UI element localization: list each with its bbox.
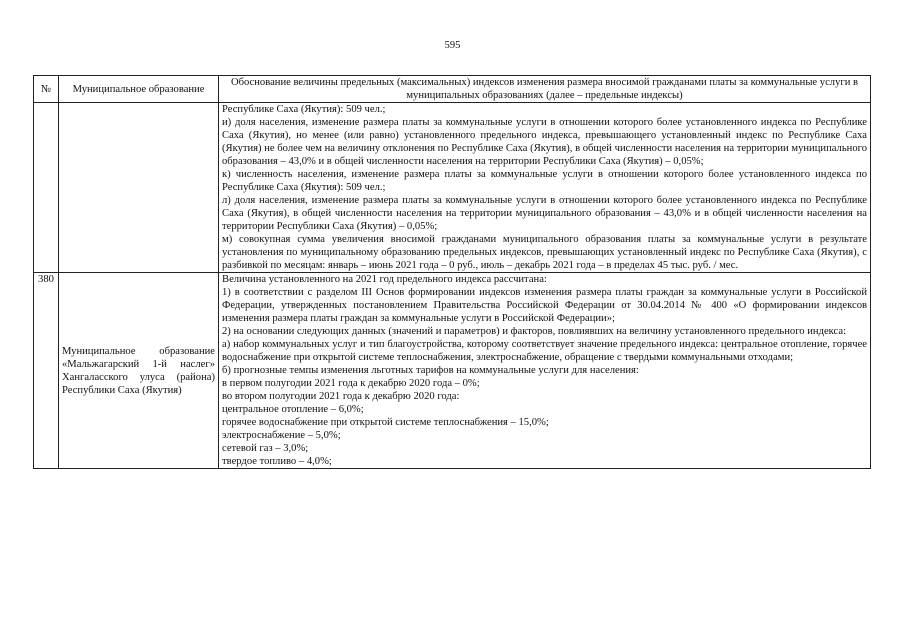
row-number bbox=[34, 103, 59, 273]
row-municipality bbox=[59, 103, 219, 273]
indices-table bbox=[33, 75, 871, 469]
paragraph: Республике Саха (Якутия): 509 чел.; bbox=[222, 104, 386, 115]
paragraph: и) доля населения, изменение размера платы за коммунальные услуги в отношении которого более установленного индекса по Республике Саха (Якутия), но менее (или равно) установленного предельного индекса, превышающего установленный индекс по Республике Саха (Якутия) не более чем на величину отклонения по Республике Саха (Якутия), в общей численности населения на территории муниципального образования – 43,0% и в общей численности населения на территории Республики Саха (Якутия) – 0,05%; bbox=[222, 117, 867, 167]
paragraph: б) прогнозные темпы изменения льготных тарифов на коммунальные услуги для населения: bbox=[222, 365, 639, 376]
paragraph: Величина установленного на 2021 год предельного индекса рассчитана: bbox=[222, 274, 547, 285]
paragraph: электроснабжение – 5,0%; bbox=[222, 430, 341, 441]
paragraph: во втором полугодии 2021 года к декабрю 2020 года: bbox=[222, 391, 460, 402]
paragraph: горячее водоснабжение при открытой системе теплоснабжения – 15,0%; bbox=[222, 417, 549, 428]
paragraph: л) доля населения, изменение размера платы за коммунальные услуги в отношении которого более установленного индекса по Республике Саха (Якутия), в общей численности населения на территории муниципального образования – 43,0% и в общей численности населения на территории Республики Саха (Якутия) – 0,05%; bbox=[222, 195, 867, 232]
header-justification: Обоснование величины предельных (максимальных) индексов изменения размера вносимой гражданами платы за коммунальные услуги в муниципальных образованиях (далее – предельные индексы) bbox=[219, 76, 871, 103]
page-number: 595 bbox=[444, 40, 461, 51]
table-row bbox=[34, 273, 871, 469]
row-justification bbox=[219, 273, 871, 469]
row-justification bbox=[219, 103, 871, 273]
paragraph: твердое топливо – 4,0%; bbox=[222, 456, 332, 467]
paragraph: 1) в соответствии с разделом III Основ формировании индексов изменения размера платы граждан за коммунальные услуги в Российской Федерации, утвержденных постановлением Правительства Российской Федерации от 30.04.2014 № 400 «О формировании индексов изменения размера платы граждан за коммунальные услуги в Российской Федерации»; bbox=[222, 287, 867, 324]
row-municipality: Муниципальное образование «Мальжагарский 1-й наслег» Хангаласского улуса (района) Республики Саха (Якутия) bbox=[59, 273, 219, 469]
header-municipality: Муниципальное образование bbox=[59, 76, 219, 103]
paragraph: к) численность населения, изменение размера платы за коммунальные услуги в отношении которого более установленного индекса по Республике Саха (Якутия): 509 чел.; bbox=[222, 169, 867, 193]
paragraph: а) набор коммунальных услуг и тип благоустройства, которому соответствует значение предельного индекса: центральное отопление, горячее водоснабжение при открытой системе теплоснабжения, электроснабжение, обращение с твердыми коммунальными отходами; bbox=[222, 339, 867, 363]
paragraph: м) совокупная сумма увеличения вносимой гражданами муниципального образования платы за коммунальные услуги в результате установления по муниципальному образованию предельных индексов, превышающих установленный индекс по Республике Саха (Якутия), с разбивкой по месяцам: январь – июнь 2021 года – 0 руб., июль – декабрь 2021 года – в пределах 45 тыс. руб. / мес. bbox=[222, 234, 867, 271]
row-number: 380 bbox=[34, 273, 59, 469]
paragraph: сетевой газ – 3,0%; bbox=[222, 443, 309, 454]
table-header-row bbox=[34, 76, 871, 103]
paragraph: центральное отопление – 6,0%; bbox=[222, 404, 364, 415]
table-row bbox=[34, 103, 871, 273]
paragraph: в первом полугодии 2021 года к декабрю 2020 года – 0%; bbox=[222, 378, 480, 389]
header-number: № bbox=[34, 76, 59, 103]
paragraph: 2) на основании следующих данных (значений и параметров) и факторов, повлиявших на величину установленного предельного индекса: bbox=[222, 326, 847, 337]
